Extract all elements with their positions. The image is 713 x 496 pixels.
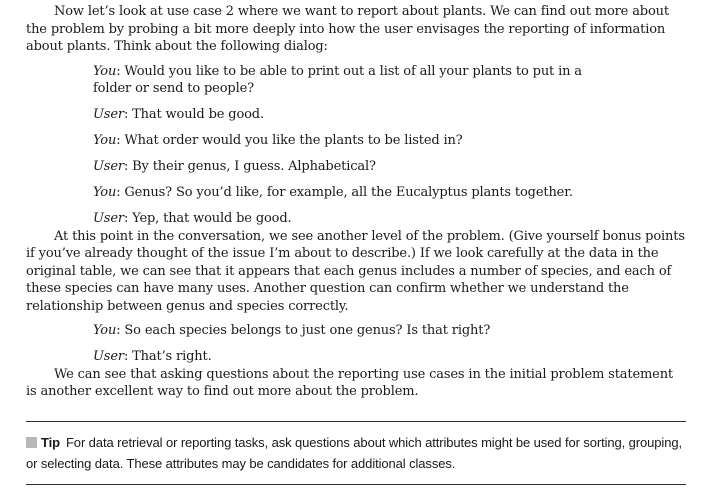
speaker-label: You [93, 133, 117, 148]
tip-square-icon [26, 437, 37, 448]
tip-text: For data retrieval or reporting tasks, ask questions about which attributes might be used for sorting, grouping, or selecting data. These attributes may be candidates for additional classes. [26, 435, 682, 471]
dialog-text: : Yep, that would be good. [123, 211, 292, 226]
speaker-label: You [93, 185, 117, 200]
dialog-line [93, 158, 593, 176]
speaker-label: User [93, 107, 124, 122]
document-page [26, 3, 686, 401]
dialog-text: : That would be good. [123, 107, 264, 122]
dialog-line [93, 210, 593, 228]
dialog-text: : That’s right. [123, 349, 212, 364]
dialog-text: : What order would you like the plants to be listed in? [116, 133, 463, 148]
speaker-label: You [93, 63, 117, 79]
dialog-text: : Genus? So you’d like, for example, all the Eucalyptus plants together. [116, 185, 573, 200]
dialog-line [93, 106, 593, 124]
dialog-line [93, 63, 593, 98]
intro-paragraph: Now let’s look at use case 2 where we want to report about plants. We can find out more about the problem by probing a bit more deeply into how the user envisages the reporting of information about plants. Think about the following dialog: [26, 4, 669, 54]
dialog-text: : By their genus, I guess. Alphabetical? [123, 159, 376, 174]
dialog-line [93, 322, 593, 340]
dialog-text: : So each species belongs to just one genus? Is that right? [116, 323, 491, 338]
closing-paragraph: We can see that asking questions about the reporting use cases in the initial problem statement is another excellent way to find out more about the problem. [26, 366, 674, 399]
dialog-line [93, 348, 593, 366]
dialog-line [93, 184, 593, 202]
speaker-label: User [93, 159, 124, 174]
tip-label: Tip [41, 435, 60, 450]
dialog-block-2 [26, 322, 593, 366]
dialog-line [93, 132, 593, 150]
speaker-label: You [93, 323, 117, 338]
middle-paragraph: At this point in the conversation, we see another level of the problem. (Give yourself bonus points if you’ve already thought of the issue I’m about to describe.) If we look carefully at the data in the original table, we can see that it appears that each genus includes a number of species, and each of these species can have many uses. Another question can confirm whether we understand the relationship between genus and species correctly. [26, 228, 685, 314]
tip-box [26, 421, 686, 485]
speaker-label: User [93, 211, 124, 226]
dialog-block-1 [26, 63, 593, 228]
speaker-label: User [93, 349, 124, 364]
dialog-text: : Would you like to be able to print out a list of all your plants to put in a folder or send to people? [93, 63, 582, 96]
